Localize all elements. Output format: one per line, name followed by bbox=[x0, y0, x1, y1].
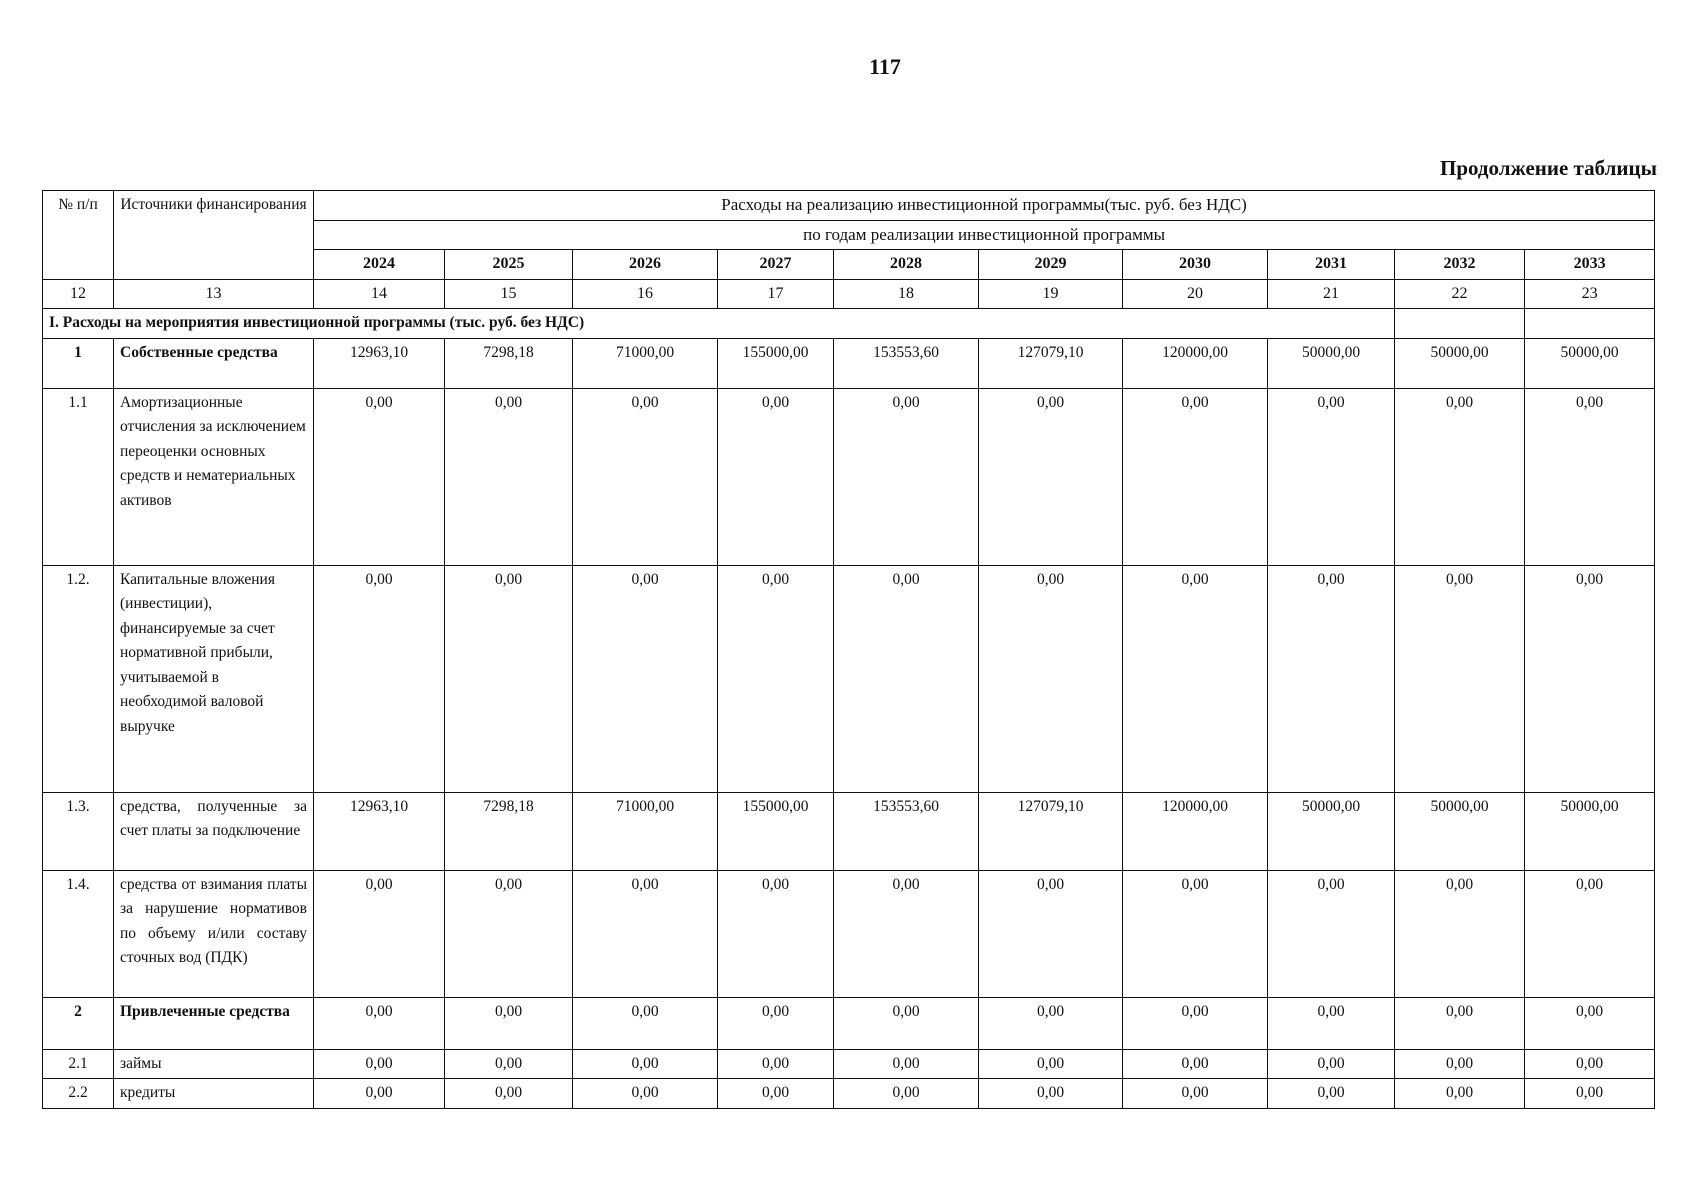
value-cell: 50000,00 bbox=[1525, 792, 1655, 870]
table-row bbox=[43, 792, 1655, 870]
value-cell: 0,00 bbox=[314, 870, 445, 997]
value-cell: 12963,10 bbox=[314, 338, 445, 388]
row-number: 2.2 bbox=[43, 1079, 114, 1109]
value-cell: 0,00 bbox=[573, 1049, 718, 1079]
value-cell: 0,00 bbox=[718, 565, 834, 792]
column-number: 13 bbox=[114, 279, 314, 309]
row-source: Капитальные вложения (инвестиции), финансируемые за счет нормативной прибыли, учитываемой в необходимой валовой выручке bbox=[114, 565, 314, 792]
value-cell: 0,00 bbox=[979, 565, 1123, 792]
value-cell: 0,00 bbox=[1268, 1049, 1395, 1079]
value-cell: 0,00 bbox=[445, 1079, 573, 1109]
value-cell: 0,00 bbox=[834, 1049, 979, 1079]
value-cell: 0,00 bbox=[1525, 565, 1655, 792]
value-cell: 0,00 bbox=[979, 1079, 1123, 1109]
value-cell: 0,00 bbox=[314, 388, 445, 565]
value-cell: 120000,00 bbox=[1123, 338, 1268, 388]
value-cell: 0,00 bbox=[1525, 870, 1655, 997]
value-cell: 0,00 bbox=[1123, 997, 1268, 1049]
header-number: № п/п bbox=[43, 191, 114, 280]
row-number: 2.1 bbox=[43, 1049, 114, 1079]
row-number: 1.3. bbox=[43, 792, 114, 870]
value-cell: 153553,60 bbox=[834, 338, 979, 388]
value-cell: 155000,00 bbox=[718, 338, 834, 388]
value-cell: 0,00 bbox=[1123, 565, 1268, 792]
column-number: 16 bbox=[573, 279, 718, 309]
column-number: 14 bbox=[314, 279, 445, 309]
value-cell: 0,00 bbox=[1525, 1049, 1655, 1079]
value-cell: 0,00 bbox=[979, 1049, 1123, 1079]
value-cell: 0,00 bbox=[979, 870, 1123, 997]
value-cell: 0,00 bbox=[718, 870, 834, 997]
value-cell: 50000,00 bbox=[1395, 338, 1525, 388]
year-2029: 2029 bbox=[979, 250, 1123, 280]
value-cell: 127079,10 bbox=[979, 338, 1123, 388]
value-cell: 0,00 bbox=[1395, 997, 1525, 1049]
row-source: кредиты bbox=[114, 1079, 314, 1109]
value-cell: 155000,00 bbox=[718, 792, 834, 870]
table-row bbox=[43, 997, 1655, 1049]
value-cell: 0,00 bbox=[1268, 1079, 1395, 1109]
value-cell: 0,00 bbox=[1525, 997, 1655, 1049]
value-cell: 7298,18 bbox=[445, 792, 573, 870]
value-cell: 0,00 bbox=[1395, 565, 1525, 792]
value-cell: 0,00 bbox=[445, 870, 573, 997]
section-row bbox=[43, 309, 1655, 339]
table-row bbox=[43, 565, 1655, 792]
value-cell: 0,00 bbox=[1123, 870, 1268, 997]
value-cell: 0,00 bbox=[1123, 1049, 1268, 1079]
value-cell: 0,00 bbox=[314, 1049, 445, 1079]
row-source: средства от взимания платы за нарушение нормативов по объему и/или составу сточных вод (ПДК) bbox=[114, 870, 314, 997]
value-cell: 0,00 bbox=[1123, 1079, 1268, 1109]
row-number: 1.2. bbox=[43, 565, 114, 792]
value-cell: 0,00 bbox=[445, 997, 573, 1049]
value-cell: 0,00 bbox=[573, 388, 718, 565]
value-cell: 71000,00 bbox=[573, 792, 718, 870]
year-2033: 2033 bbox=[1525, 250, 1655, 280]
value-cell: 0,00 bbox=[1395, 388, 1525, 565]
column-number: 18 bbox=[834, 279, 979, 309]
value-cell: 0,00 bbox=[573, 1079, 718, 1109]
year-2032: 2032 bbox=[1395, 250, 1525, 280]
year-2028: 2028 bbox=[834, 250, 979, 280]
value-cell: 0,00 bbox=[445, 1049, 573, 1079]
continuation-label: Продолжение таблицы bbox=[1439, 156, 1657, 180]
header-source: Источники финансирования bbox=[114, 191, 314, 280]
investment-expenses-table bbox=[42, 190, 1655, 1109]
value-cell: 120000,00 bbox=[1123, 792, 1268, 870]
table-row bbox=[43, 338, 1655, 388]
value-cell: 0,00 bbox=[834, 565, 979, 792]
value-cell: 0,00 bbox=[1268, 997, 1395, 1049]
column-numbers-row bbox=[43, 279, 1655, 309]
row-source: займы bbox=[114, 1049, 314, 1079]
value-cell: 0,00 bbox=[834, 997, 979, 1049]
row-number: 1.1 bbox=[43, 388, 114, 565]
value-cell: 0,00 bbox=[718, 1049, 834, 1079]
value-cell: 0,00 bbox=[979, 997, 1123, 1049]
value-cell: 0,00 bbox=[314, 565, 445, 792]
value-cell: 0,00 bbox=[1268, 870, 1395, 997]
row-number: 2 bbox=[43, 997, 114, 1049]
row-number: 1.4. bbox=[43, 870, 114, 997]
value-cell: 71000,00 bbox=[573, 338, 718, 388]
year-2024: 2024 bbox=[314, 250, 445, 280]
value-cell: 0,00 bbox=[1395, 1049, 1525, 1079]
table-row bbox=[43, 870, 1655, 997]
value-cell: 0,00 bbox=[1268, 388, 1395, 565]
year-2027: 2027 bbox=[718, 250, 834, 280]
year-2031: 2031 bbox=[1268, 250, 1395, 280]
row-source: средства, полученные за счет платы за подключение bbox=[114, 792, 314, 870]
empty-cell bbox=[1525, 309, 1655, 339]
value-cell: 50000,00 bbox=[1268, 338, 1395, 388]
column-number: 17 bbox=[718, 279, 834, 309]
value-cell: 0,00 bbox=[314, 1079, 445, 1109]
value-cell: 0,00 bbox=[718, 997, 834, 1049]
column-number: 12 bbox=[43, 279, 114, 309]
value-cell: 0,00 bbox=[834, 1079, 979, 1109]
value-cell: 0,00 bbox=[1395, 1079, 1525, 1109]
year-2026: 2026 bbox=[573, 250, 718, 280]
value-cell: 0,00 bbox=[834, 870, 979, 997]
value-cell: 50000,00 bbox=[1395, 792, 1525, 870]
year-2025: 2025 bbox=[445, 250, 573, 280]
column-number: 22 bbox=[1395, 279, 1525, 309]
row-source: Привлеченные средства bbox=[114, 997, 314, 1049]
section-title: I. Расходы на мероприятия инвестиционной программы (тыс. руб. без НДС) bbox=[43, 309, 1395, 339]
column-number: 23 bbox=[1525, 279, 1655, 309]
value-cell: 0,00 bbox=[1525, 1079, 1655, 1109]
value-cell: 127079,10 bbox=[979, 792, 1123, 870]
row-source: Собственные средства bbox=[114, 338, 314, 388]
value-cell: 0,00 bbox=[718, 1079, 834, 1109]
column-number: 21 bbox=[1268, 279, 1395, 309]
value-cell: 0,00 bbox=[834, 388, 979, 565]
page-number: 117 bbox=[869, 54, 901, 79]
value-cell: 0,00 bbox=[573, 565, 718, 792]
value-cell: 0,00 bbox=[1268, 565, 1395, 792]
value-cell: 153553,60 bbox=[834, 792, 979, 870]
value-cell: 0,00 bbox=[445, 565, 573, 792]
value-cell: 50000,00 bbox=[1525, 338, 1655, 388]
value-cell: 0,00 bbox=[979, 388, 1123, 565]
header-expenses-title: Расходы на реализацию инвестиционной программы(тыс. руб. без НДС) bbox=[314, 191, 1655, 221]
value-cell: 0,00 bbox=[1123, 388, 1268, 565]
header-row-1 bbox=[43, 191, 1655, 221]
empty-cell bbox=[1395, 309, 1525, 339]
row-number: 1 bbox=[43, 338, 114, 388]
value-cell: 0,00 bbox=[445, 388, 573, 565]
row-source: Амортизационные отчисления за исключением переоценки основных средств и нематериальных активов bbox=[114, 388, 314, 565]
value-cell: 0,00 bbox=[1395, 870, 1525, 997]
table-row bbox=[43, 1049, 1655, 1079]
table-row bbox=[43, 1079, 1655, 1109]
value-cell: 0,00 bbox=[718, 388, 834, 565]
header-by-years: по годам реализации инвестиционной программы bbox=[314, 220, 1655, 250]
value-cell: 0,00 bbox=[314, 997, 445, 1049]
value-cell: 12963,10 bbox=[314, 792, 445, 870]
value-cell: 0,00 bbox=[573, 997, 718, 1049]
value-cell: 7298,18 bbox=[445, 338, 573, 388]
value-cell: 50000,00 bbox=[1268, 792, 1395, 870]
value-cell: 0,00 bbox=[573, 870, 718, 997]
column-number: 19 bbox=[979, 279, 1123, 309]
table-row bbox=[43, 388, 1655, 565]
column-number: 15 bbox=[445, 279, 573, 309]
value-cell: 0,00 bbox=[1525, 388, 1655, 565]
year-2030: 2030 bbox=[1123, 250, 1268, 280]
column-number: 20 bbox=[1123, 279, 1268, 309]
